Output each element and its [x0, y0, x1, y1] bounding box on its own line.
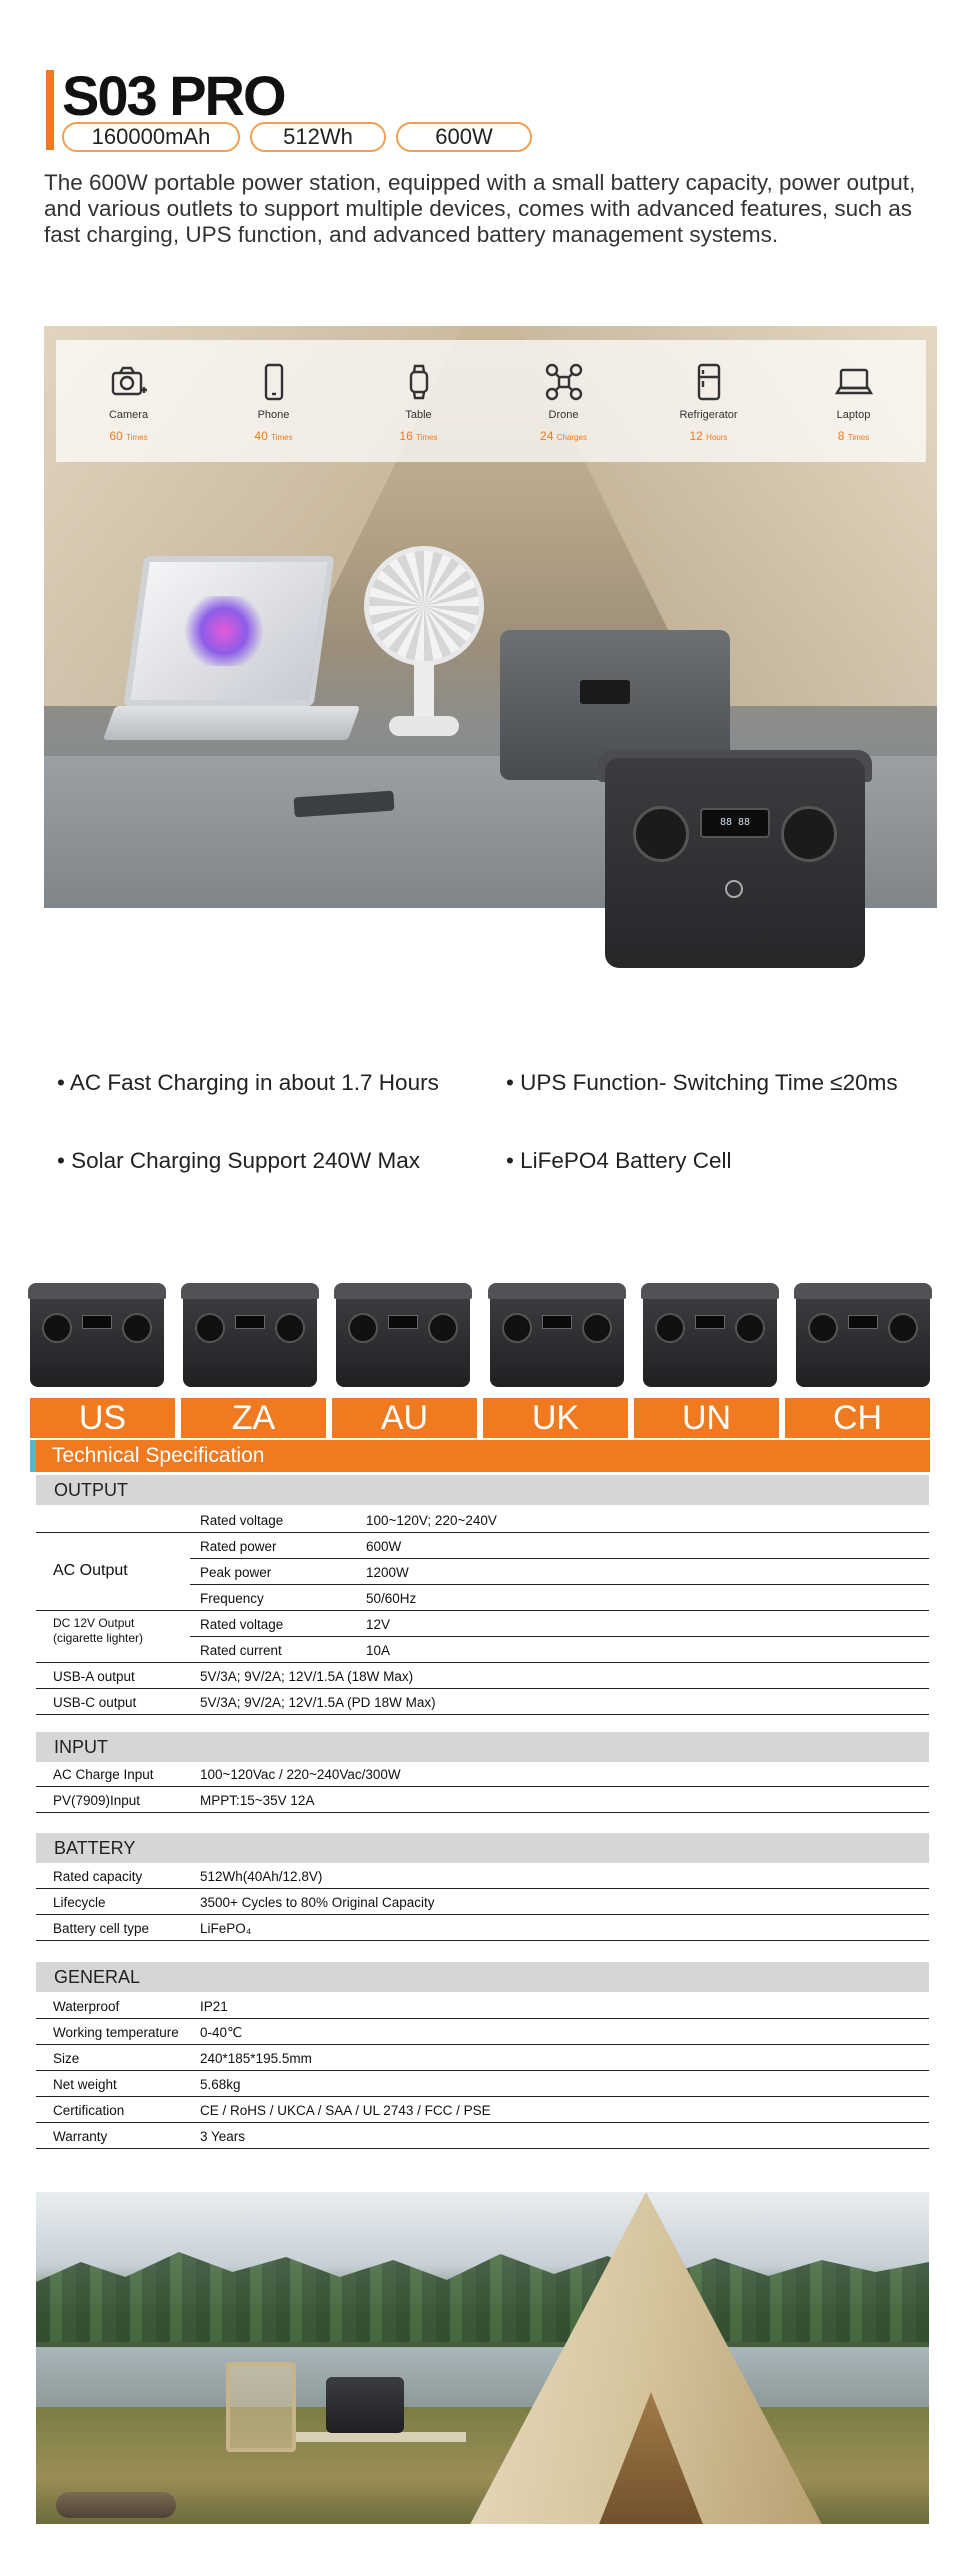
spec-row: Warranty 3 Years: [36, 2124, 929, 2149]
section-output: OUTPUT: [36, 1475, 929, 1505]
device-unit: Times: [416, 433, 438, 442]
device-drone: [491, 340, 636, 462]
spec-row: Size 240*185*195.5mm: [36, 2046, 929, 2071]
device-name: Refrigerator: [679, 409, 738, 421]
spec-row: Rated current 10A: [36, 1638, 929, 1663]
spec-row: Frequency 50/60Hz: [36, 1586, 929, 1611]
product-description: The 600W portable power station, equipped with a small battery capacity, power output, and various outlets to support multiple devices, comes with advanced features, such as fast charging, UPS function, and advanced battery management systems.: [44, 170, 916, 247]
spec-row: Battery cell type LiFePO₄: [36, 1916, 929, 1941]
spec-row: Net weight 5.68kg: [36, 2072, 929, 2097]
feature-solar: • Solar Charging Support 240W Max: [57, 1148, 421, 1173]
device-unit: Hours: [706, 433, 728, 442]
region-bar: [30, 1398, 930, 1438]
dc-outlet-icon: [781, 806, 837, 862]
product-title: S03 PRO: [62, 64, 285, 127]
device-name: Laptop: [836, 409, 871, 421]
region-au: AU: [332, 1398, 477, 1438]
ac-outlet-icon: [633, 806, 689, 862]
feature-ups: • UPS Function- Switching Time ≤20ms: [506, 1070, 898, 1095]
camera-icon: [109, 362, 149, 402]
region-za: ZA: [181, 1398, 326, 1438]
spec-row: Rated capacity 512Wh(40Ah/12.8V): [36, 1864, 929, 1889]
device-camera: [56, 340, 201, 462]
region-us: US: [30, 1398, 175, 1438]
device-count: 16: [399, 429, 413, 443]
variant-ch: [796, 1287, 930, 1387]
phone-icon: [254, 362, 294, 402]
spec-pill-capacity: 160000mAh: [62, 122, 240, 152]
refrigerator-icon: [689, 362, 729, 402]
device-watch: [346, 340, 491, 462]
device-name: Camera: [108, 409, 149, 421]
spec-row: Waterproof IP21: [36, 1994, 929, 2019]
device-name: Phone: [257, 409, 290, 421]
ac-output-label: AC Output: [53, 1562, 128, 1579]
device-unit: Charges: [556, 433, 587, 442]
spec-row: AC Charge Input 100~120Vac / 220~240Vac/300W: [36, 1762, 929, 1787]
spec-row: Rated voltage 100~120V; 220~240V: [36, 1508, 929, 1533]
title-accent-bar: [46, 70, 54, 150]
power-station-product: [605, 758, 865, 968]
power-button-icon: [725, 880, 743, 898]
laptop-icon: [834, 362, 874, 402]
device-count: 24: [540, 429, 554, 443]
variant-un: [643, 1287, 777, 1387]
spec-row: USB-A output 5V/3A; 9V/2A; 12V/1.5A (18W Max): [36, 1664, 929, 1689]
log-illustration: [56, 2492, 176, 2518]
device-refrigerator: [636, 340, 781, 462]
laptop-illustration: [109, 556, 354, 756]
camping-scene: [36, 2192, 929, 2524]
feature-lifepo4: • LiFePO4 Battery Cell: [506, 1148, 732, 1173]
device-phone: [201, 340, 346, 462]
spec-pill-energy: 512Wh: [250, 122, 386, 152]
device-unit: Times: [847, 433, 870, 442]
spec-row: Rated power 600W: [190, 1534, 929, 1559]
spec-row: Lifecycle 3500+ Cycles to 80% Original Capacity: [36, 1890, 929, 1915]
drone-icon: [544, 362, 584, 402]
device-count: 40: [254, 429, 268, 443]
section-input: INPUT: [36, 1732, 929, 1762]
lcd-display: 88 88: [700, 808, 770, 838]
device-count: 12: [689, 429, 703, 443]
device-count: 8: [837, 429, 845, 443]
spec-pill-power: 600W: [396, 122, 532, 152]
device-charge-panel: [56, 340, 926, 462]
plug-variants: [30, 1287, 930, 1397]
device-unit: Times: [271, 433, 293, 442]
spec-row: Rated voltage 12V: [190, 1612, 929, 1637]
spec-row: Working temperature 0-40℃: [36, 2020, 929, 2045]
technical-specification-header: Technical Specification: [30, 1440, 930, 1472]
lake-illustration: [36, 2347, 929, 2407]
variant-uk: [490, 1287, 624, 1387]
camp-table-illustration: [296, 2432, 466, 2442]
region-uk: UK: [483, 1398, 628, 1438]
section-battery: BATTERY: [36, 1833, 929, 1863]
dc-output-label: DC 12V Output (cigarette lighter): [53, 1616, 144, 1645]
variant-za: [183, 1287, 317, 1387]
device-count: 60: [109, 429, 123, 443]
variant-au: [336, 1287, 470, 1387]
section-general: GENERAL: [36, 1962, 929, 1992]
camp-chair-illustration: [226, 2362, 296, 2452]
spec-row: USB-C output 5V/3A; 9V/2A; 12V/1.5A (PD 18W Max): [36, 1690, 929, 1715]
spec-pills: [62, 122, 532, 152]
device-name: Drone: [548, 409, 579, 421]
spec-row: Peak power 1200W: [190, 1560, 929, 1585]
spec-row: Certification CE / RoHS / UKCA / SAA / UL 2743 / FCC / PSE: [36, 2098, 929, 2123]
fan-illustration: [364, 546, 484, 746]
region-un: UN: [634, 1398, 779, 1438]
spec-row: PV(7909)Input MPPT:15~35V 12A: [36, 1788, 929, 1813]
forest-illustration: [36, 2242, 929, 2342]
device-name: Table: [405, 409, 432, 421]
region-ch: CH: [785, 1398, 930, 1438]
variant-us: [30, 1287, 164, 1387]
device-unit: Times: [126, 433, 148, 442]
device-laptop: [781, 340, 926, 462]
watch-icon: [399, 362, 439, 402]
feature-fast-charging: • AC Fast Charging in about 1.7 Hours: [57, 1070, 439, 1095]
power-station-in-scene: [326, 2377, 404, 2433]
